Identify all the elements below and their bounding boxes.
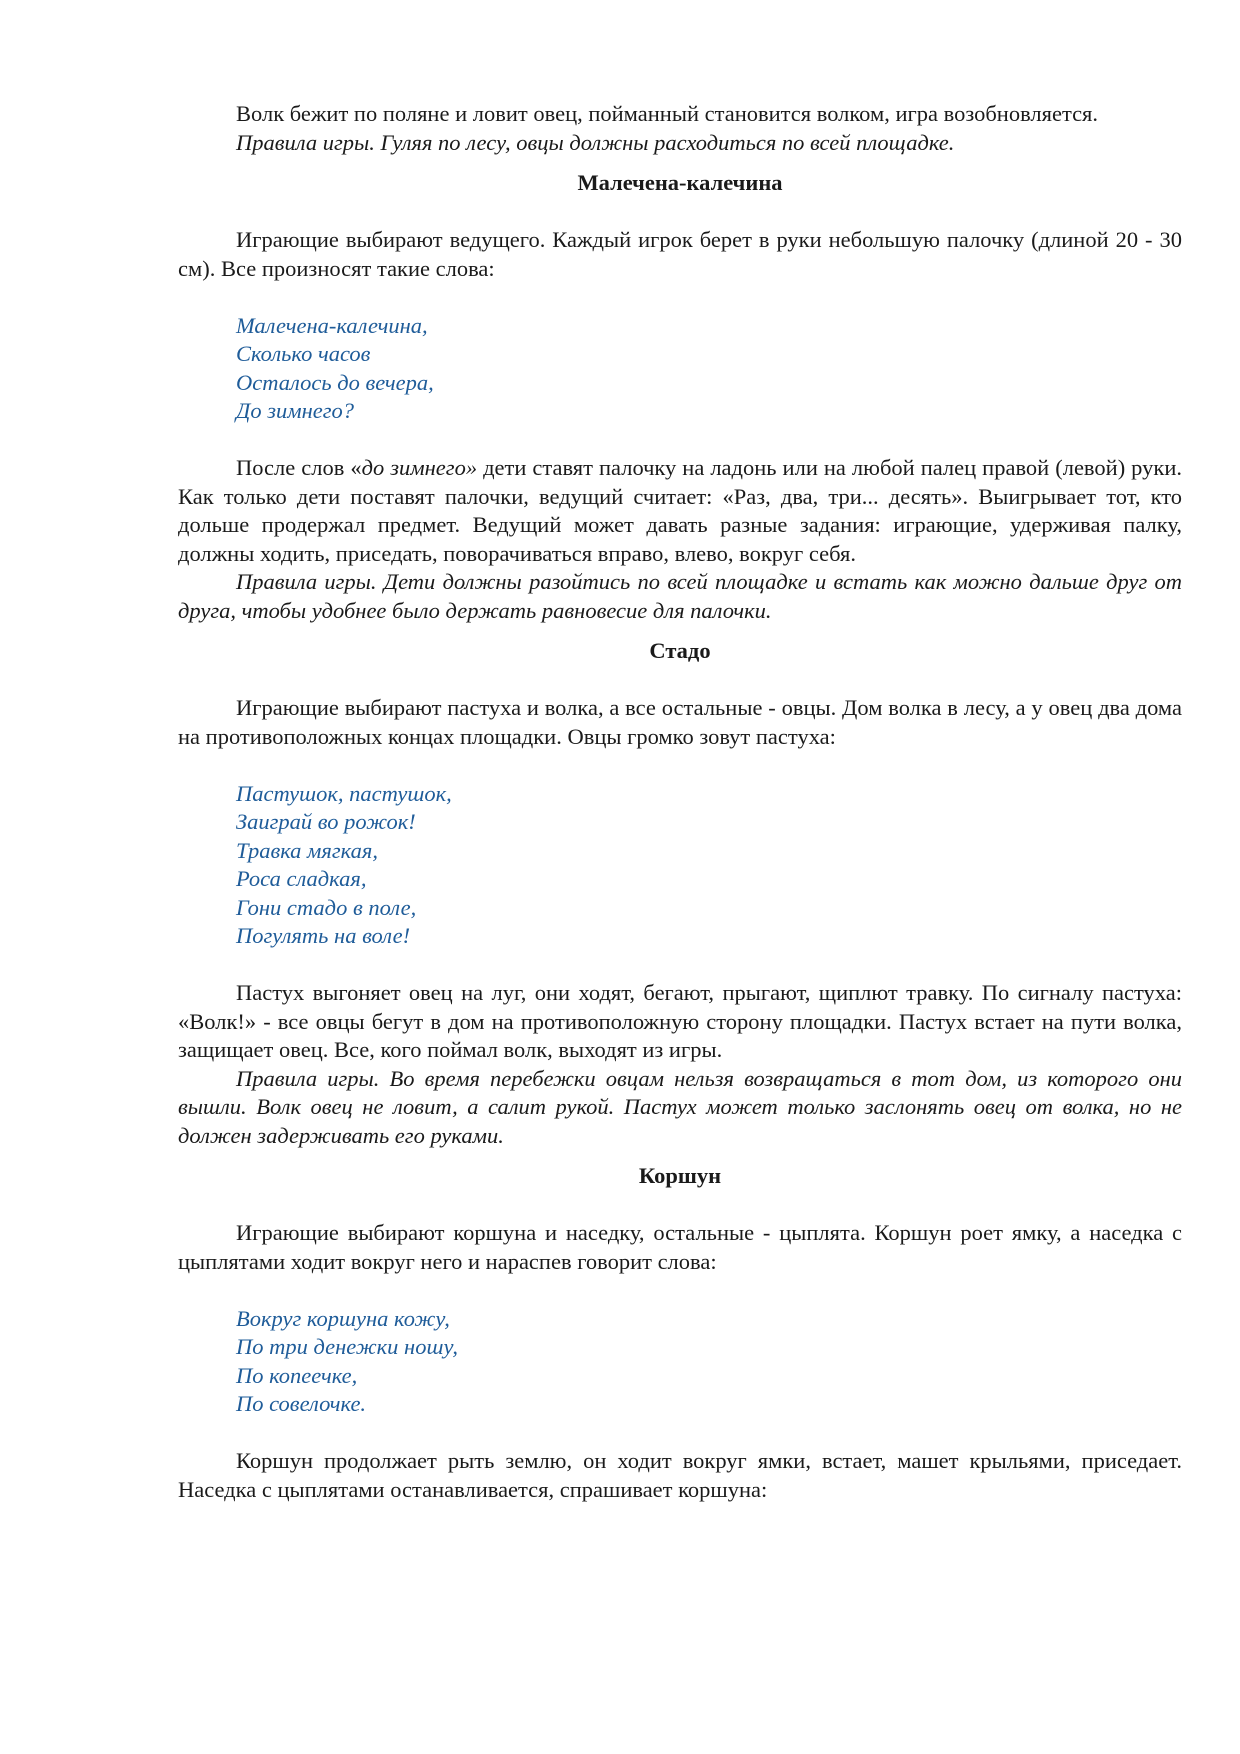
game-after-stado: Пастух выгоняет овец на луг, они ходят, бегают, прыгают, щиплют травку. По сигналу пастуха: «Волк!» - все овцы бегут в дом на противоположную сторону площадки. Пастух встает на пути волка, защищает овец. Все, кого поймал волк, выходят из игры. [178, 980, 1182, 1062]
after-rest: дети ставят палочку на ладонь или на любой палец правой (левой) руки. Как только дети поставят палочки, ведущий считает: «Раз, два, три... десять». Выигрывает тот, кто дольше продержал предмет. Ведущий может давать разные задания: играющие, удерживая палку, должны ходить, приседать, поворачиваться вправо, влево, вокруг себя. [178, 455, 1182, 566]
game-title-stado: Стадо [649, 638, 711, 663]
verse-line: Сколько часов [236, 341, 371, 366]
after-prefix: После слов « [236, 455, 362, 480]
verse-line: По совелочке. [236, 1391, 367, 1416]
verse-line: Вокруг коршуна кожу, [236, 1305, 450, 1331]
verse-malechena [178, 312, 1182, 426]
verse-line: Пастушок, пастушок, [236, 780, 452, 806]
verse-line: По копеечке, [236, 1362, 358, 1388]
verse-line: Травка мягкая, [236, 837, 378, 863]
game-description-malechena: Играющие выбирают ведущего. Каждый игрок берет в руки небольшую палочку (длиной 20 - 30 см). Все произносят такие слова: [178, 227, 1182, 281]
verse-line: Роса сладкая, [236, 866, 367, 891]
after-emphasis: до зимнего» [361, 455, 478, 480]
intro-paragraph: Волк бежит по поляне и ловит овец, пойманный становится волком, игра возобновляется. [236, 101, 1099, 126]
verse-line: Гони стадо в поле, [236, 894, 417, 920]
intro-rules: Правила игры. Гуляя по лесу, овцы должны расходиться по всей площадке. [236, 129, 955, 155]
verse-line: Заиграй во рожок! [236, 809, 416, 834]
game-after-korshun: Коршун продолжает рыть землю, он ходит вокруг ямки, встает, машет крыльями, приседает. Наседка с цыплятами останавливается, спрашивает коршуна: [178, 1448, 1182, 1502]
verse-korshun [178, 1305, 1182, 1419]
game-description-stado: Играющие выбирают пастуха и волка, а все остальные - овцы. Дом волка в лесу, а у овец два дома на противоположных концах площадки. Овцы громко зовут пастуха: [178, 695, 1182, 749]
verse-line: Малечена-калечина, [236, 312, 428, 338]
verse-line: Осталось до вечера, [236, 369, 434, 395]
game-title-malechena: Малечена-калечина [577, 170, 783, 195]
verse-line: До зимнего? [236, 398, 355, 423]
game-rules-stado: Правила игры. Во время перебежки овцам нельзя возвращаться в тот дом, из которого они вышли. Волк овец не ловит, а салит рукой. Пастух может только заслонять овец от волка, но не должен задерживать его руками. [178, 1065, 1182, 1148]
game-description-korshun: Играющие выбирают коршуна и наседку, остальные - цыплята. Коршун роет ямку, а наседка с цыплятами ходит вокруг него и нараспев говорит слова: [178, 1220, 1182, 1274]
document-page [178, 100, 1182, 1504]
game-rules-malechena: Правила игры. Дети должны разойтись по всей площадке и встать как можно дальше друг от друга, чтобы удобнее было держать равновесие для палочки. [178, 569, 1182, 623]
verse-line: Погулять на воле! [236, 923, 411, 948]
game-title-korshun: Коршун [638, 1163, 722, 1188]
verse-stado [178, 780, 1182, 951]
verse-line: По три денежки ношу, [236, 1334, 458, 1359]
game-after-malechena [178, 454, 1182, 568]
